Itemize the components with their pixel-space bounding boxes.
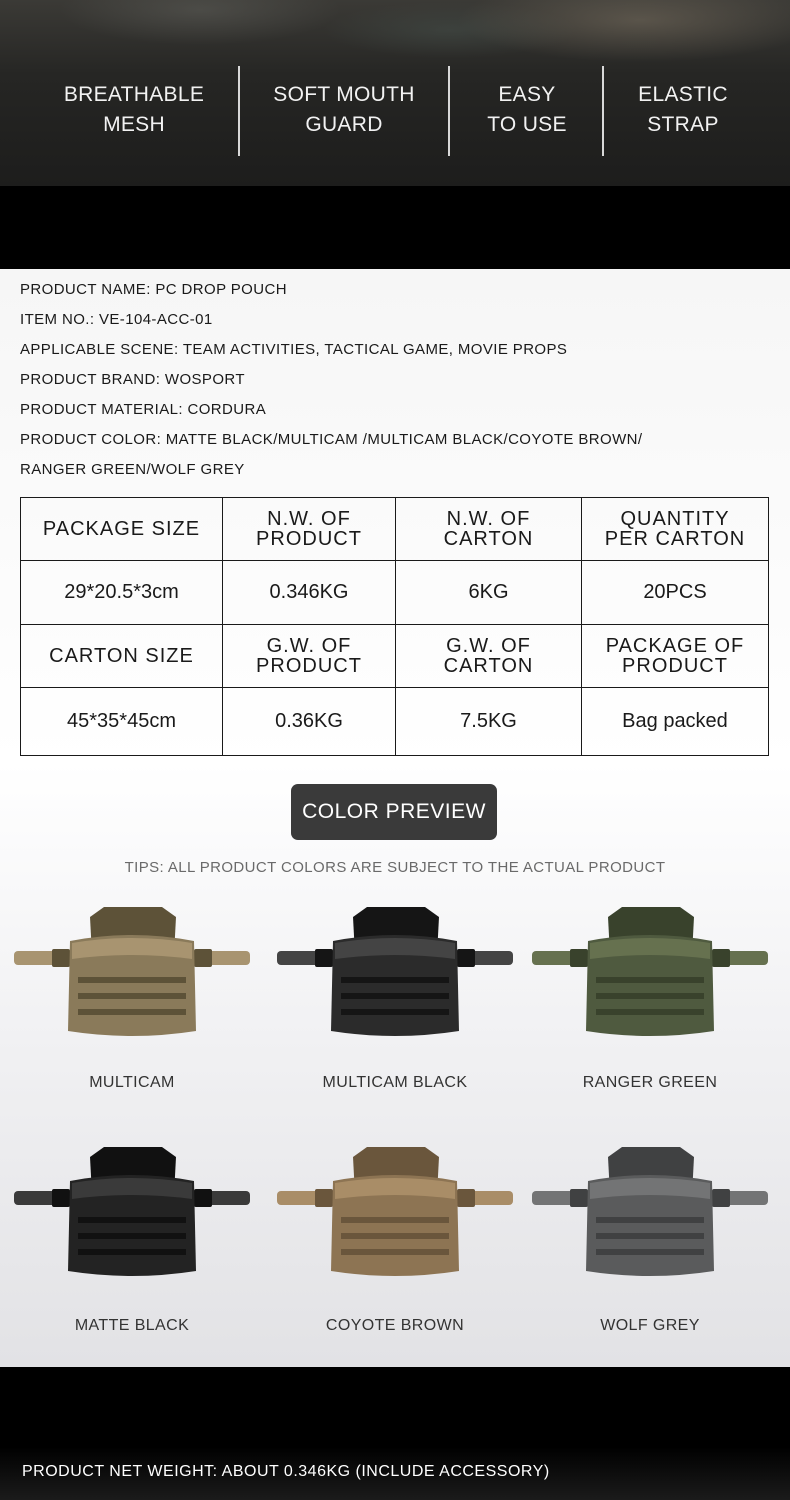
color-swatch-label: MULTICAM	[89, 1074, 175, 1091]
spec-product-name: PRODUCT NAME: PC DROP POUCH	[20, 281, 287, 298]
table-header-cell: N.W. OF CARTON	[396, 498, 582, 561]
color-swatch[interactable]	[12, 1139, 252, 1289]
color-swatch[interactable]	[275, 1139, 515, 1289]
feature-line: STRAP	[647, 113, 719, 136]
feature-banner	[0, 0, 790, 186]
table-cell: 6KG	[396, 561, 582, 625]
spec-color-continued: RANGER GREEN/WOLF GREY	[20, 461, 245, 478]
spec-section	[0, 269, 790, 1367]
color-preview-button[interactable]: COLOR PREVIEW	[291, 784, 497, 840]
spec-list	[20, 280, 642, 490]
feature-breathable-mesh	[34, 80, 234, 140]
feature-line: GUARD	[305, 113, 383, 136]
feature-line: TO USE	[487, 113, 567, 136]
table-cell: 45*35*45cm	[21, 688, 223, 756]
color-swatch[interactable]	[12, 899, 252, 1049]
table-row	[21, 688, 769, 756]
table-cell: 20PCS	[582, 561, 769, 625]
table-header-cell: PACKAGE OF PRODUCT	[582, 625, 769, 688]
table-header-cell: QUANTITY PER CARTON	[582, 498, 769, 561]
spec-brand: PRODUCT BRAND: WOSPORT	[20, 371, 245, 388]
feature-divider	[448, 66, 450, 156]
table-row	[21, 561, 769, 625]
spec-item-no: ITEM NO.: VE-104-ACC-01	[20, 311, 213, 328]
table-header-cell: CARTON SIZE	[21, 625, 223, 688]
feature-line: BREATHABLE	[63, 83, 205, 106]
table-header-cell: G.W. OF PRODUCT	[223, 625, 396, 688]
pouch-image	[530, 1139, 770, 1289]
feature-line: EASY	[498, 83, 556, 106]
color-swatch-label: RANGER GREEN	[582, 1074, 718, 1091]
spec-color: PRODUCT COLOR: MATTE BLACK/MULTICAM /MULTICAM BLACK/COYOTE BROWN/	[20, 431, 643, 448]
spec-material: PRODUCT MATERIAL: CORDURA	[20, 401, 267, 418]
color-swatch[interactable]	[275, 899, 515, 1049]
feature-line: SOFT MOUTH	[273, 83, 415, 106]
pouch-image	[275, 1139, 515, 1289]
pouch-image	[12, 1139, 252, 1289]
table-header-cell: N.W. OF PRODUCT	[223, 498, 396, 561]
table-row	[21, 498, 769, 561]
color-swatch-label: MATTE BLACK	[74, 1317, 190, 1334]
color-swatch-label: MULTICAM BLACK	[322, 1074, 468, 1091]
spec-applicable-scene: APPLICABLE SCENE: TEAM ACTIVITIES, TACTICAL GAME, MOVIE PROPS	[20, 341, 568, 358]
table-cell: Bag packed	[582, 688, 769, 756]
pouch-image	[12, 899, 252, 1049]
feature-soft-mouth-guard	[244, 80, 444, 140]
feature-divider	[238, 66, 240, 156]
table-header-cell: G.W. OF CARTON	[396, 625, 582, 688]
package-spec-table	[20, 497, 769, 756]
feature-easy-to-use	[452, 80, 602, 140]
color-swatch-label: COYOTE BROWN	[325, 1317, 465, 1334]
table-cell: 29*20.5*3cm	[21, 561, 223, 625]
color-swatch[interactable]	[530, 899, 770, 1049]
pouch-image	[275, 899, 515, 1049]
color-swatch-label: WOLF GREY	[600, 1317, 700, 1334]
feature-divider	[602, 66, 604, 156]
table-header-cell: PACKAGE SIZE	[21, 498, 223, 561]
table-cell: 7.5KG	[396, 688, 582, 756]
feature-line: MESH	[103, 113, 165, 136]
table-cell: 0.346KG	[223, 561, 396, 625]
net-weight-note: PRODUCT NET WEIGHT: ABOUT 0.346KG (INCLUDE ACCESSORY)	[22, 1463, 550, 1480]
feature-elastic-strap	[608, 80, 758, 140]
feature-line: ELASTIC	[638, 83, 728, 106]
table-row	[21, 625, 769, 688]
color-tips: TIPS: ALL PRODUCT COLORS ARE SUBJECT TO THE ACTUAL PRODUCT	[124, 859, 666, 876]
pouch-image	[530, 899, 770, 1049]
table-cell: 0.36KG	[223, 688, 396, 756]
color-swatch[interactable]	[530, 1139, 770, 1289]
